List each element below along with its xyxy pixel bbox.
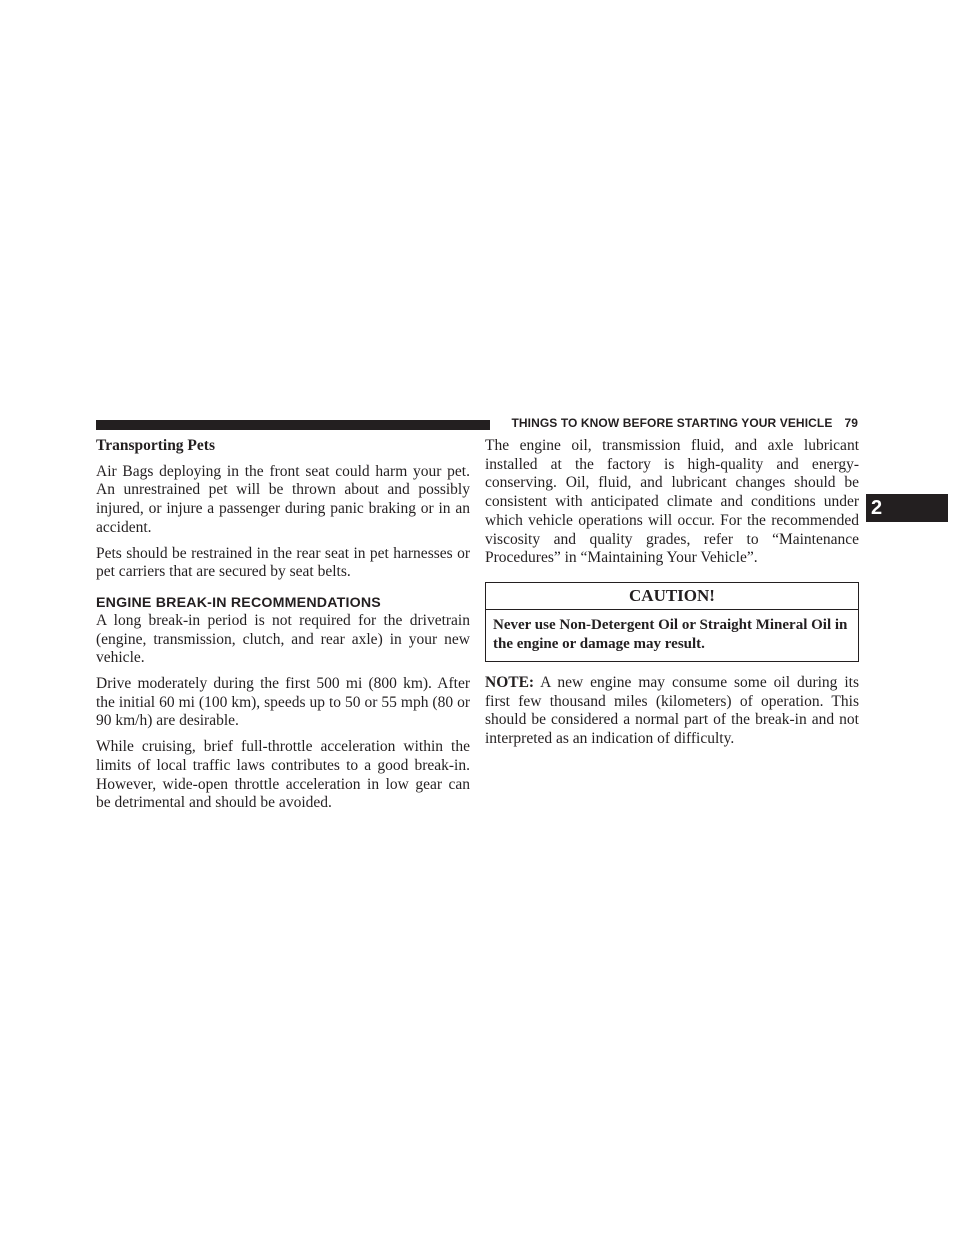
note-paragraph [485,674,859,749]
pets-heading: Transporting Pets [96,437,215,454]
breakin-paragraph-3: While cruising, brief full-throttle acceleration within the limits of local traffic laws contributes to a good break-in. However, wide-open throttle acceleration in low gear can be detrimental and should be avoided. [96,738,470,812]
running-title: THINGS TO KNOW BEFORE STARTING YOUR VEHICLE [511,416,833,430]
caution-box [485,582,859,662]
caution-text: Never use Non-Detergent Oil or Straight Mineral Oil in the engine or damage may result. [493,616,848,652]
oil-paragraph: The engine oil, transmission fluid, and axle lubricant installed at the factory is high-quality and energy-conserving. Oil, fluid, and lubricant changes should be consistent with anticipated climate and conditions under which vehicle operations will occur. For the recommended viscosity and quality grades, refer to “Maintenance Procedures” in “Maintaining Your Vehicle”. [485,437,859,567]
breakin-heading: ENGINE BREAK-IN RECOMMENDATIONS [96,594,381,611]
pets-paragraph-1: Air Bags deploying in the front seat could harm your pet. An unrestrained pet will be thrown about and possibly injured, or injure a passenger during panic braking or in an accident. [96,462,470,536]
breakin-paragraph-1: A long break-in period is not required for the drivetrain (engine, transmission, clutch, and rear axle) in your new vehicle. [96,611,470,667]
right-column [485,437,859,756]
caution-title: CAUTION! [486,583,858,610]
left-column [96,437,470,820]
note-label: NOTE: [485,673,535,691]
breakin-paragraph-2: Drive moderately during the first 500 mi (800 km). After the initial 60 mi (100 km), speeds up to 50 or 55 mph (80 or 90 km/h) are desirable. [96,675,470,730]
page-number: 79 [844,416,858,430]
running-header [400,416,858,430]
chapter-tab: 2 [866,494,948,522]
note-text: A new engine may consume some oil during its first few thousand miles (kilometers) of operation. This should be considered a normal part of the break-in and not interpreted as an indication of difficulty. [485,673,859,748]
pets-paragraph-2: Pets should be restrained in the rear seat in pet harnesses or pet carriers that are secured by seat belts. [96,544,470,581]
